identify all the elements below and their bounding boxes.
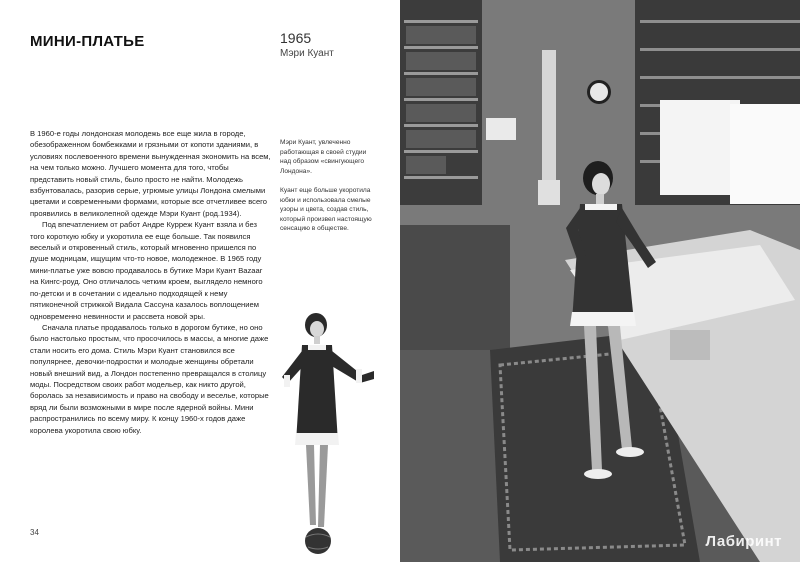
watermark-logo: Лабиринт (705, 533, 782, 550)
year-label: 1965 (280, 30, 312, 46)
photo-captions (280, 138, 375, 244)
designer-name: Мэри Куант (280, 48, 334, 59)
article-title: МИНИ-ПЛАТЬЕ (30, 33, 145, 50)
body-paragraph: В 1960-е годы лондонская молодежь все еще жила в городе, обезображенном бомбежками и грязными от копоти зданиями, в условиях послевоенного времени вынужденная экономить на всем, на чем только можно. Лучшего момента для того, чтобы представить новый стиль, было просто не найти. Молодежь взбунтовалась, разорив серые, угрюмые улицы Лондона смелыми цветами и современными формами, которые все отчетливее всего проявились в великолепной одежде Мэри Куант (род.1934). (30, 129, 271, 218)
body-paragraph: Сначала платье продавалось только в дорогом бутике, но оно было настолько простым, что просочилось в массы, а многие даже стали носить его дома. Стиль Мэри Куант становился все популярнее, девочки-подростки и молодые женщины обретали новый внешний вид, а Лондон постепенно превращался в столицу моды. Посредством своих работ модельер, как никто другой, боролась за независимость и право на свободу и веселье, которые вряд ли были возможными в мире после ядерной войны. Мини распространились по всему миру. К концу 1960-х годов даже королева укоротила свою юбку. (30, 322, 269, 435)
model-photo (270, 305, 380, 555)
body-paragraph: Под впечатлением от работ Андре Курреж Куант взяла и без того короткую юбку и укоротила ее еще больше. Так появился веселый и откровенный стиль, который мгновенно пришелся по душе модницам, ищущим что-то новое, молодежное. В 1965 году мини-платье уже вовсю продавалось в бутике Мэри Куант Bazaar на Кингс-роуд. Оно отличалось четким кроем, выглядело немного по-детски и в сочетании с идеально подходящей к нему пятиконечной стрижкой Видала Сассуна казалось воплощением одновременно невинности и рассвета новой эры. (30, 220, 263, 321)
caption-text: Куант еще больше укоротила юбки и использовала смелые узоры и цвета, создав стиль, который произвел настоящую сенсацию в обществе. (280, 186, 372, 233)
page-number: 34 (30, 528, 39, 537)
studio-photo (400, 0, 800, 562)
body-text (30, 128, 272, 436)
caption-text: Мэри Куант, увлеченно работающая в своей студии над образом «свингующего Лондона». (280, 139, 367, 175)
right-page-photo (400, 0, 800, 562)
